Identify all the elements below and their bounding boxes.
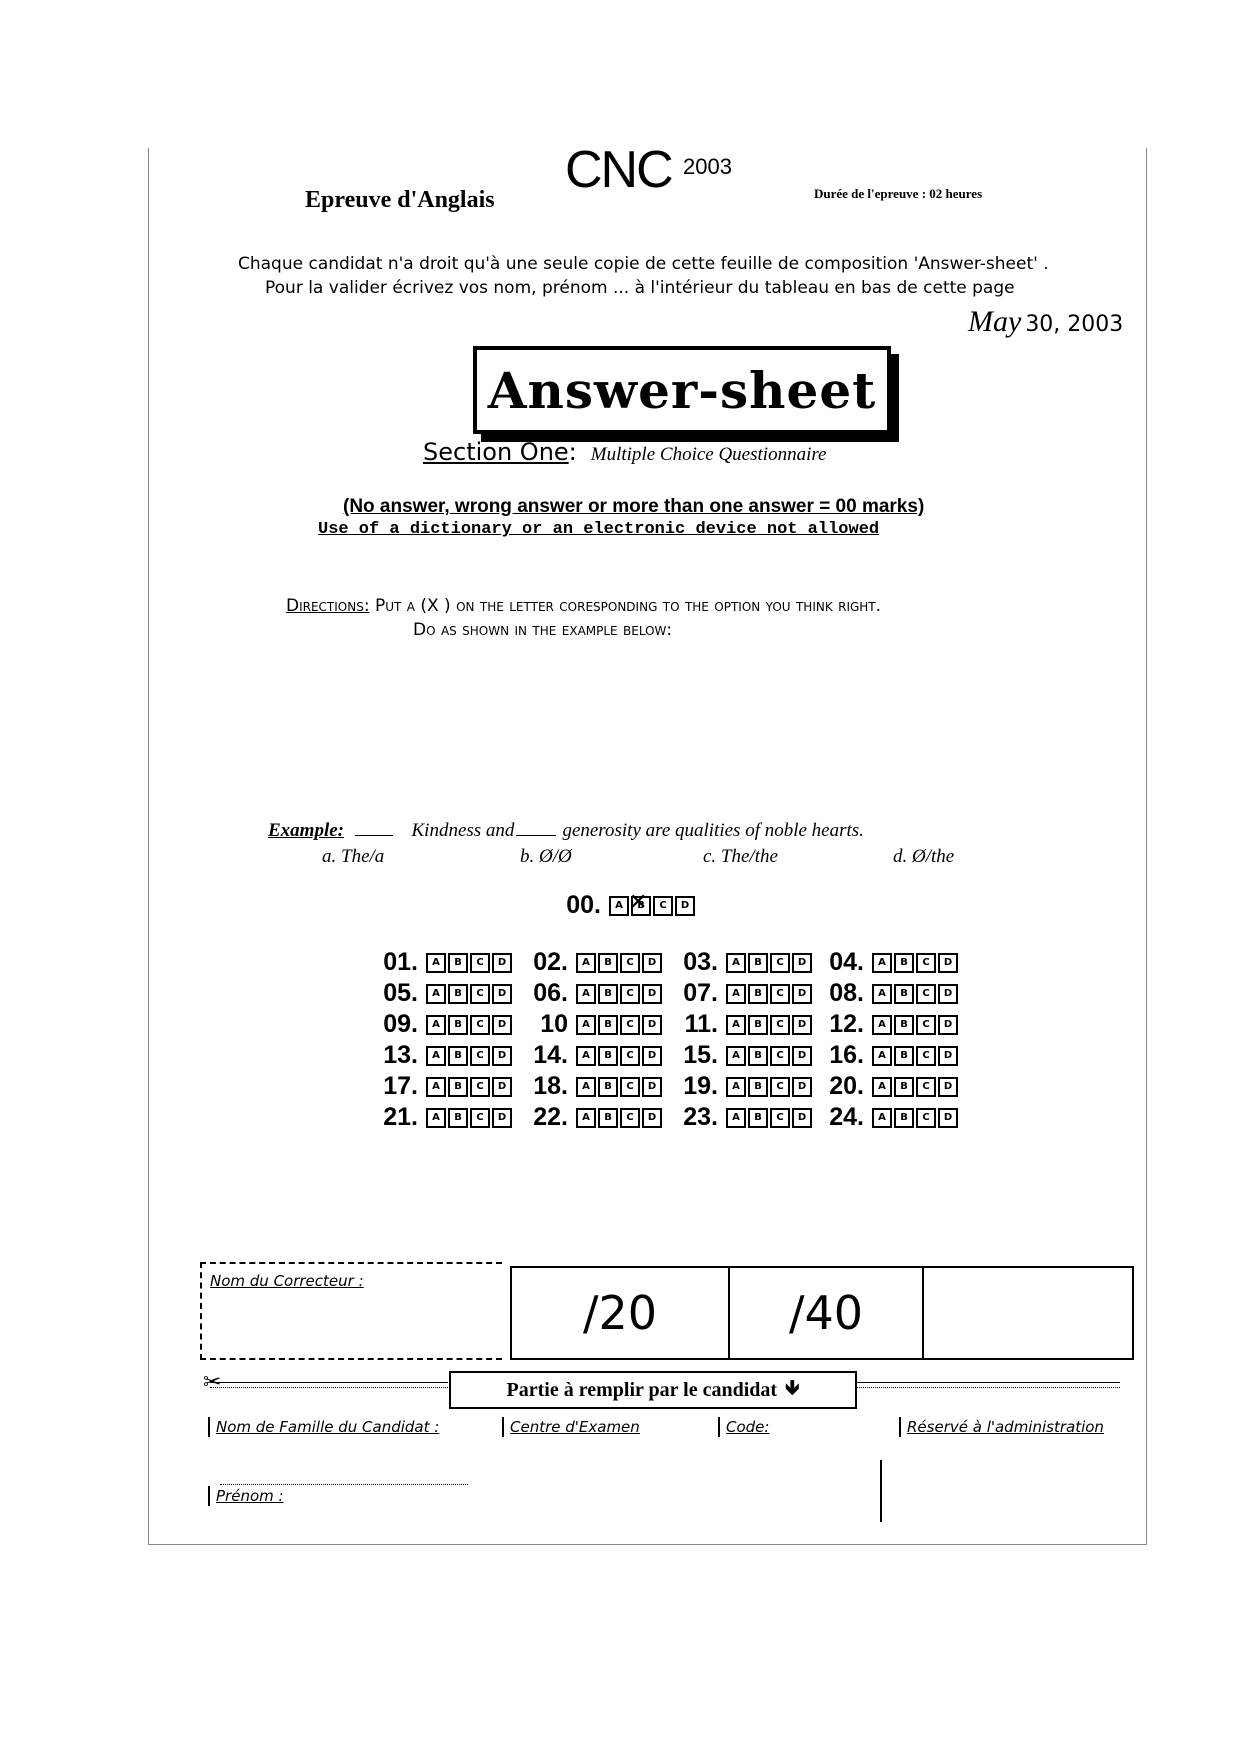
answer-box-a[interactable]: A <box>726 1108 746 1128</box>
answer-box-d[interactable]: D <box>492 1015 512 1035</box>
answer-boxes <box>872 984 958 1004</box>
page-border-left <box>148 148 149 1545</box>
answer-boxes <box>872 1015 958 1035</box>
question-number: 15. <box>683 1041 718 1069</box>
answer-box-c[interactable]: C <box>770 1015 790 1035</box>
question-row <box>808 1041 958 1070</box>
answer-box-b[interactable]: B <box>598 1077 618 1097</box>
answer-boxes <box>426 1015 512 1035</box>
answer-box-d[interactable]: D <box>938 1108 958 1128</box>
page-border-bottom <box>148 1544 1147 1545</box>
answer-box-d[interactable]: D <box>642 953 662 973</box>
question-number: 01. <box>383 948 418 976</box>
field-marker-code <box>718 1417 720 1437</box>
question-number: 05. <box>383 979 418 1007</box>
question-row <box>808 1072 958 1101</box>
date-day-year: 30, 2003 <box>1025 312 1124 337</box>
answer-boxes <box>726 1108 812 1128</box>
cut-line-left-b <box>210 1387 448 1388</box>
answer-box-a[interactable]: A <box>872 1077 892 1097</box>
answer-boxes <box>872 1108 958 1128</box>
answer-box-c[interactable]: C <box>916 953 936 973</box>
corrector-label: Nom du Correcteur : <box>210 1272 364 1290</box>
first-name-line <box>220 1484 468 1485</box>
section-heading <box>423 438 826 466</box>
answer-box-d[interactable]: D <box>938 1077 958 1097</box>
answer-boxes <box>426 1108 512 1128</box>
field-marker-reserved <box>899 1417 901 1437</box>
section-label: Section One <box>423 438 569 466</box>
question-row <box>362 1072 512 1101</box>
answer-box-a[interactable]: A <box>426 1077 446 1097</box>
answer-box-b[interactable]: B <box>448 984 468 1004</box>
question-number: 09. <box>383 1010 418 1038</box>
answer-box-a[interactable]: A <box>872 984 892 1004</box>
answer-boxes <box>872 1046 958 1066</box>
field-marker-center <box>502 1417 504 1437</box>
answer-box-d[interactable]: D <box>642 1015 662 1035</box>
answer-box-d[interactable]: D <box>938 953 958 973</box>
answer-box-c[interactable]: C <box>770 1046 790 1066</box>
question-row <box>512 1041 662 1070</box>
answer-box-b[interactable]: B <box>598 953 618 973</box>
cut-line-right-a <box>855 1382 1120 1383</box>
answer-box-a[interactable]: A <box>426 1046 446 1066</box>
question-number: 20. <box>829 1072 864 1100</box>
answer-box-b[interactable]: B <box>748 953 768 973</box>
answer-box-d[interactable]: D <box>792 953 812 973</box>
directions-label: Directions: <box>286 596 370 616</box>
example-sentence <box>268 820 864 842</box>
answer-box-b[interactable]: B <box>748 1108 768 1128</box>
answer-box-b[interactable]: B <box>748 984 768 1004</box>
answer-box-d[interactable]: D <box>492 1046 512 1066</box>
notice-line-2: Pour la valider écrivez vos nom, prénom ... à l'intérieur du tableau en bas de cette page <box>265 278 1015 298</box>
answer-box-c[interactable]: C <box>916 1108 936 1128</box>
question-row <box>808 1010 958 1039</box>
question-row <box>808 979 958 1008</box>
answer-box-c[interactable]: C <box>916 1046 936 1066</box>
family-name-label[interactable]: Nom de Famille du Candidat : <box>216 1418 440 1436</box>
exam-duration: Durée de l'epreuve : 02 heures <box>814 186 983 201</box>
question-row <box>362 1103 512 1132</box>
answer-box-c[interactable]: C <box>770 984 790 1004</box>
question-number: 22. <box>533 1103 568 1131</box>
answer-box-b[interactable]: B <box>598 984 618 1004</box>
question-row <box>808 1103 958 1132</box>
field-marker-first-name <box>208 1486 210 1506</box>
answer-box-c[interactable]: C <box>470 953 490 973</box>
code-label[interactable]: Code: <box>726 1418 770 1436</box>
question-row <box>512 948 662 977</box>
answer-box-c[interactable]: C <box>470 1077 490 1097</box>
answer-box-c[interactable]: C <box>470 984 490 1004</box>
answer-box-b[interactable]: B <box>894 953 914 973</box>
answer-box-c[interactable]: C <box>770 953 790 973</box>
question-row <box>662 948 812 977</box>
answer-box-b[interactable]: B <box>894 984 914 1004</box>
answer-box-c[interactable]: C <box>620 1046 640 1066</box>
example-box-d: D <box>675 896 695 916</box>
answer-box-d[interactable]: D <box>642 984 662 1004</box>
question-number: 19. <box>683 1072 718 1100</box>
answer-box-a[interactable]: A <box>576 1108 596 1128</box>
section-colon: : <box>568 438 577 466</box>
question-row <box>662 1010 812 1039</box>
question-number: 10 <box>540 1010 568 1038</box>
answer-box-a[interactable]: A <box>426 1108 446 1128</box>
scoring-rule: (No answer, wrong answer or more than one answer = 00 marks) <box>343 496 925 517</box>
down-arrow-icon: 🡻 <box>785 1377 800 1399</box>
answer-box-c[interactable]: C <box>620 984 640 1004</box>
answer-boxes <box>726 1046 812 1066</box>
exam-subject: Epreuve d'Anglais <box>305 187 495 213</box>
answer-box-a[interactable]: A <box>726 1015 746 1035</box>
answer-boxes <box>576 1046 662 1066</box>
question-number: 07. <box>683 979 718 1007</box>
answer-box-a[interactable]: A <box>872 1046 892 1066</box>
reserved-admin-label: Réservé à l'administration <box>907 1418 1104 1436</box>
example-sentence-b: generosity are qualities of noble hearts. <box>562 820 864 841</box>
score-out-of-20[interactable]: /20 <box>512 1268 730 1358</box>
question-row <box>362 1010 512 1039</box>
question-number: 14. <box>533 1041 568 1069</box>
answer-box-c[interactable]: C <box>916 1015 936 1035</box>
answer-box-a[interactable]: A <box>576 1046 596 1066</box>
answer-box-d[interactable]: D <box>492 1077 512 1097</box>
grade-table <box>510 1266 1134 1360</box>
directions-line-2: Do as shown in the example below: <box>413 620 673 640</box>
answer-boxes <box>426 1046 512 1066</box>
question-number: 23. <box>683 1103 718 1131</box>
answer-boxes <box>726 1015 812 1035</box>
answer-box-d[interactable]: D <box>642 1108 662 1128</box>
answer-box-d[interactable]: D <box>938 984 958 1004</box>
answer-box-c[interactable]: C <box>770 1077 790 1097</box>
question-number: 06. <box>533 979 568 1007</box>
date-month: May <box>968 305 1022 338</box>
answer-boxes <box>872 1077 958 1097</box>
answer-box-d[interactable]: D <box>492 984 512 1004</box>
section-subtitle: Multiple Choice Questionnaire <box>590 444 827 465</box>
answer-box-a[interactable]: A <box>726 1046 746 1066</box>
page-border-right <box>1146 148 1147 1545</box>
answer-box-a[interactable]: A <box>726 984 746 1004</box>
scissors-icon: ✂ <box>203 1370 222 1395</box>
answer-box-a[interactable]: A <box>872 1108 892 1128</box>
answer-boxes <box>426 984 512 1004</box>
answer-box-c[interactable]: C <box>620 953 640 973</box>
answer-box-b[interactable]: B <box>448 1046 468 1066</box>
answer-box-b[interactable]: B <box>748 1015 768 1035</box>
question-row <box>662 1072 812 1101</box>
question-number: 03. <box>683 948 718 976</box>
answer-box-b[interactable]: B <box>894 1108 914 1128</box>
answer-boxes <box>576 953 662 973</box>
question-number: 13. <box>383 1041 418 1069</box>
notice-line-1: Chaque candidat n'a droit qu'à une seule copie de cette feuille de composition 'Answer-sheet' . <box>238 254 1049 274</box>
answer-box-b[interactable]: B <box>448 1108 468 1128</box>
answer-box-d[interactable]: D <box>492 1108 512 1128</box>
answer-boxes <box>726 1077 812 1097</box>
question-number: 12. <box>829 1010 864 1038</box>
answer-box-b[interactable]: B <box>748 1077 768 1097</box>
answer-sheet-title-box <box>473 346 891 434</box>
question-row <box>362 948 512 977</box>
question-row <box>662 1041 812 1070</box>
answer-boxes <box>426 953 512 973</box>
answer-boxes <box>576 984 662 1004</box>
cut-line-left-a <box>210 1382 448 1383</box>
answer-boxes <box>576 1077 662 1097</box>
example-option-b: b. Ø/Ø <box>520 846 572 867</box>
answer-box-d[interactable]: D <box>938 1015 958 1035</box>
question-number: 24. <box>829 1103 864 1131</box>
score-out-of-40[interactable]: /40 <box>730 1268 924 1358</box>
answer-box-a[interactable]: A <box>426 953 446 973</box>
answer-box-b[interactable]: B <box>748 1046 768 1066</box>
answer-boxes <box>426 1077 512 1097</box>
answer-box-c[interactable]: C <box>620 1015 640 1035</box>
answer-box-d[interactable]: D <box>642 1046 662 1066</box>
device-rule: Use of a dictionary or an electronic device not allowed <box>318 520 880 539</box>
candidate-banner <box>449 1371 857 1409</box>
field-marker-family <box>208 1417 210 1437</box>
answer-box-a[interactable]: A <box>426 1015 446 1035</box>
question-number: 16. <box>829 1041 864 1069</box>
question-number: 21. <box>383 1103 418 1131</box>
answer-box-b[interactable]: B <box>598 1108 618 1128</box>
answer-box-d[interactable]: D <box>792 1077 812 1097</box>
example-option-c: c. The/the <box>703 846 778 867</box>
answer-box-b[interactable]: B <box>448 953 468 973</box>
answer-box-d[interactable]: D <box>938 1046 958 1066</box>
question-number: 17. <box>383 1072 418 1100</box>
answer-box-a[interactable]: A <box>872 1015 892 1035</box>
example-option-d: d. Ø/the <box>893 846 955 867</box>
candidate-banner-text: Partie à remplir par le candidat <box>506 1378 778 1401</box>
score-total-cell[interactable] <box>924 1268 1132 1358</box>
answer-box-d[interactable]: D <box>792 984 812 1004</box>
answer-box-c[interactable]: C <box>770 1108 790 1128</box>
answer-box-b[interactable]: B <box>448 1077 468 1097</box>
exam-date <box>968 305 1123 339</box>
answer-box-b[interactable]: B <box>448 1015 468 1035</box>
example-option-a: a. The/a <box>322 846 385 867</box>
exam-year: 2003 <box>683 154 732 179</box>
answer-box-a[interactable]: A <box>426 984 446 1004</box>
first-name-label[interactable]: Prénom : <box>216 1487 284 1505</box>
answer-box-b[interactable]: B <box>894 1015 914 1035</box>
directions-line-1 <box>286 596 881 616</box>
example-answer-number: 00. <box>566 891 601 919</box>
answer-box-b[interactable]: B <box>894 1046 914 1066</box>
example-box-a: A <box>609 896 629 916</box>
question-number: 11. <box>684 1010 718 1038</box>
question-number: 04. <box>829 948 864 976</box>
answer-box-c[interactable]: C <box>916 984 936 1004</box>
answer-boxes <box>872 953 958 973</box>
answer-box-c[interactable]: C <box>620 1077 640 1097</box>
answer-box-a[interactable]: A <box>576 1077 596 1097</box>
answer-box-d[interactable]: D <box>792 1046 812 1066</box>
exam-center-label[interactable]: Centre d'Examen <box>510 1418 640 1436</box>
answer-box-d[interactable]: D <box>492 953 512 973</box>
answer-box-a[interactable]: A <box>726 953 746 973</box>
example-sentence-a: Kindness and <box>411 820 515 841</box>
answer-box-c[interactable]: C <box>470 1108 490 1128</box>
answer-box-a[interactable]: A <box>872 953 892 973</box>
question-row <box>808 948 958 977</box>
question-row <box>512 1010 662 1039</box>
question-number: 08. <box>829 979 864 1007</box>
example-label: Example: <box>268 820 344 841</box>
answer-box-d[interactable]: D <box>642 1077 662 1097</box>
question-row <box>362 1041 512 1070</box>
admin-bracket <box>880 1460 882 1522</box>
cut-line-right-b <box>855 1387 1120 1388</box>
question-number: 18. <box>533 1072 568 1100</box>
question-row <box>662 1103 812 1132</box>
exam-logo: CNC <box>565 141 672 199</box>
answer-boxes <box>726 984 812 1004</box>
directions-text: Put a (X ) on the letter coresponding to the option you think right. <box>374 596 882 616</box>
example-answer-row <box>545 891 695 920</box>
example-box-c: C <box>653 896 673 916</box>
example-box-b-marked: B ✕ <box>631 896 651 916</box>
answer-box-b[interactable]: B <box>598 1015 618 1035</box>
answer-box-c[interactable]: C <box>470 1015 490 1035</box>
answer-box-d[interactable]: D <box>792 1015 812 1035</box>
answer-box-c[interactable]: C <box>916 1077 936 1097</box>
answer-box-a[interactable]: A <box>576 1015 596 1035</box>
question-row <box>512 1072 662 1101</box>
answer-box-a[interactable]: A <box>576 953 596 973</box>
question-number: 02. <box>533 948 568 976</box>
example-answer-boxes <box>609 896 695 916</box>
answer-box-a[interactable]: A <box>576 984 596 1004</box>
answer-box-a[interactable]: A <box>726 1077 746 1097</box>
question-row <box>362 979 512 1008</box>
answer-box-b[interactable]: B <box>598 1046 618 1066</box>
answer-box-b[interactable]: B <box>894 1077 914 1097</box>
question-row <box>512 979 662 1008</box>
question-row <box>512 1103 662 1132</box>
question-row <box>662 979 812 1008</box>
answer-box-d[interactable]: D <box>792 1108 812 1128</box>
answer-boxes <box>576 1108 662 1128</box>
answer-boxes <box>726 953 812 973</box>
answer-box-c[interactable]: C <box>620 1108 640 1128</box>
answer-boxes <box>576 1015 662 1035</box>
answer-box-c[interactable]: C <box>470 1046 490 1066</box>
page-title: Answer-sheet <box>487 360 877 420</box>
